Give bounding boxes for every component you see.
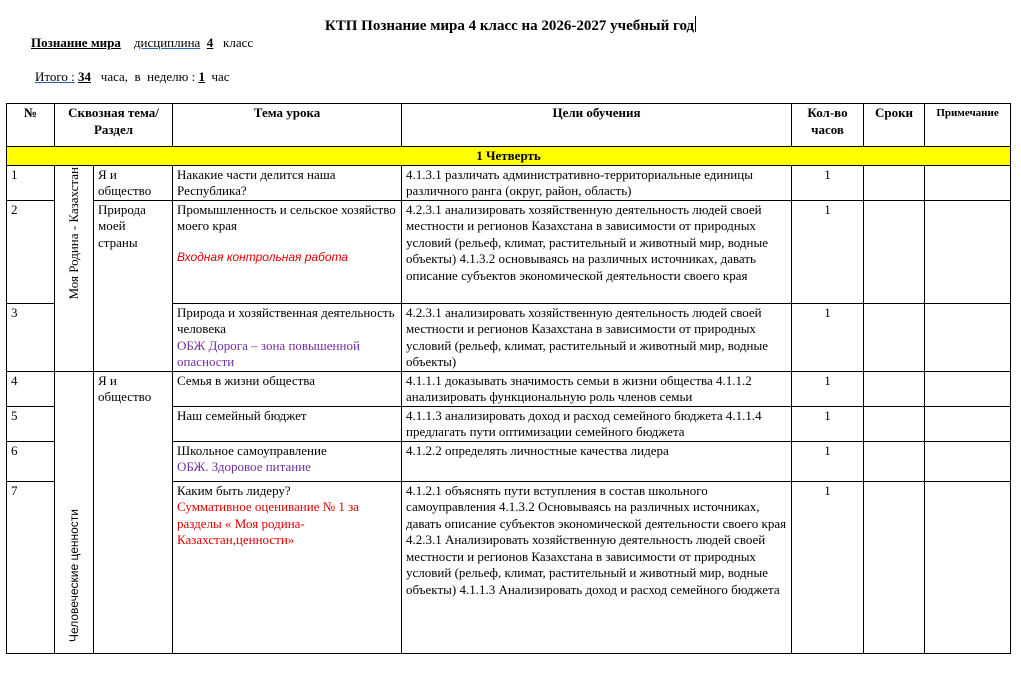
header-row bbox=[7, 104, 1011, 147]
col-header-topic: Сквозная тема/ Раздел bbox=[55, 104, 173, 147]
notes-cell[interactable] bbox=[925, 165, 1011, 200]
total-label: Итого : bbox=[35, 69, 75, 84]
document-title-text: КТП Познание мира 4 класс на 2026-2027 учебный год bbox=[324, 18, 695, 34]
goals-cell: 4.2.3.1 анализировать хозяйственную деятельность людей своей местности и регионов Казахстана в зависимости от природных условий (рельеф, климат, растительный и животный мир, водные объекты) bbox=[402, 303, 792, 371]
goals-cell: 4.1.2.1 объяснять пути вступления в состав школьного самоуправления 4.1.3.2 Основываясь на различных источниках, давать описание субъектов экономической деятельности своего края 4.2.3.1 Анализировать хозяйственную деятельность людей своей местности и регионов Казахстана в зависимости от природных условий (рельеф, климат, растительный и животный мир, водные объекты) 4.1.1.3 Анализировать доход и расход семейного бюджета bbox=[402, 481, 792, 653]
goals-cell: 4.2.3.1 анализировать хозяйственную деятельность людей своей местности и регионов Казахстана в зависимости от природных условий (рельеф, климат, растительный и животный мир, водные объекты) 4.1.3.2 основываясь на различных источниках, давать описание субъектов экономической деятельности своего края bbox=[402, 200, 792, 303]
notes-cell[interactable] bbox=[925, 371, 1011, 406]
hour-label: час bbox=[211, 69, 230, 84]
row-number: 3 bbox=[7, 303, 55, 371]
per-week-label: в неделю : bbox=[134, 69, 196, 84]
dates-cell[interactable] bbox=[864, 303, 925, 371]
lesson-cell: Наш семейный бюджет bbox=[173, 406, 402, 441]
goals-cell: 4.1.1.1 доказывать значимость семьи в жизни общества 4.1.1.2 анализировать функциональную роль членов семьи bbox=[402, 371, 792, 406]
row-number: 4 bbox=[7, 371, 55, 406]
lesson-note: Суммативное оценивание № 1 за разделы « Моя родина-Казахстан,ценности» bbox=[177, 499, 360, 547]
dates-cell[interactable] bbox=[864, 371, 925, 406]
notes-cell[interactable] bbox=[925, 481, 1011, 653]
goals-cell: 4.1.3.1 различать административно-территориальные единицы различного ранга (округ, район, область) bbox=[402, 165, 792, 200]
row-number: 7 bbox=[7, 481, 55, 653]
table-row bbox=[7, 371, 1011, 406]
lesson-cell: Накакие части делится наша Республика? bbox=[173, 165, 402, 200]
lesson-cell: Семья в жизни общества bbox=[173, 371, 402, 406]
quarter-row bbox=[7, 147, 1011, 166]
hours-cell: 1 bbox=[792, 406, 864, 441]
subsection-cell: Природа моей страны bbox=[94, 200, 173, 371]
subsection-cell: Я и общество bbox=[94, 165, 173, 200]
hours-cell: 1 bbox=[792, 200, 864, 303]
section-label: Моя Родина - Казахстан bbox=[65, 166, 81, 300]
total-hours: 34 bbox=[78, 69, 92, 84]
hours-label: часа, bbox=[100, 69, 129, 84]
quarter-label: 1 Четверть bbox=[7, 147, 1011, 166]
row-number: 5 bbox=[7, 406, 55, 441]
lesson-title: Каким быть лидеру? bbox=[177, 482, 291, 498]
hours-cell: 1 bbox=[792, 303, 864, 371]
lesson-cell bbox=[173, 303, 402, 371]
hours-cell: 1 bbox=[792, 481, 864, 653]
subsection-cell: Я и общество bbox=[94, 371, 173, 653]
hours-cell: 1 bbox=[792, 165, 864, 200]
hours-cell: 1 bbox=[792, 441, 864, 481]
section-cell bbox=[55, 371, 94, 653]
goals-cell: 4.1.2.2 определять личностные качества лидера bbox=[402, 441, 792, 481]
dates-cell[interactable] bbox=[864, 200, 925, 303]
grade-value: 4 bbox=[206, 35, 214, 50]
row-number: 2 bbox=[7, 200, 55, 303]
lesson-title: Промышленность и сельское хозяйство моего края bbox=[177, 201, 396, 233]
lesson-note: ОБЖ. Здоровое питание bbox=[177, 459, 311, 474]
col-header-lesson: Тема урока bbox=[173, 104, 402, 147]
lesson-cell bbox=[173, 200, 402, 303]
row-number: 1 bbox=[7, 165, 55, 200]
lesson-cell bbox=[173, 481, 402, 653]
text-cursor bbox=[695, 16, 696, 32]
table-row bbox=[7, 165, 1011, 200]
notes-cell[interactable] bbox=[925, 303, 1011, 371]
lesson-note: ОБЖ Дорога – зона повышенной опасности bbox=[177, 337, 360, 369]
dates-cell[interactable] bbox=[864, 165, 925, 200]
dates-cell[interactable] bbox=[864, 406, 925, 441]
goals-cell: 4.1.1.3 анализировать доход и расход семейного бюджета 4.1.1.4 предлагать пути оптимизации семейного бюджета bbox=[402, 406, 792, 441]
document-title bbox=[0, 16, 1021, 35]
col-header-notes: Примечание bbox=[925, 104, 1011, 147]
grade-label: класс bbox=[223, 35, 254, 50]
discipline-label: дисциплина bbox=[133, 35, 201, 50]
subject-line bbox=[31, 35, 253, 51]
hours-cell: 1 bbox=[792, 371, 864, 406]
col-header-dates: Сроки bbox=[864, 104, 925, 147]
section-label: Человеческие ценности bbox=[66, 508, 81, 642]
lesson-cell bbox=[173, 441, 402, 481]
col-header-num: № bbox=[7, 104, 55, 147]
hours-line bbox=[35, 69, 230, 85]
notes-cell[interactable] bbox=[925, 406, 1011, 441]
lesson-title: Природа и хозяйственная деятельность человека bbox=[177, 304, 395, 336]
row-number: 6 bbox=[7, 441, 55, 481]
section-cell bbox=[55, 165, 94, 371]
dates-cell[interactable] bbox=[864, 481, 925, 653]
notes-cell[interactable] bbox=[925, 200, 1011, 303]
ktp-table bbox=[6, 103, 1011, 654]
col-header-goals: Цели обучения bbox=[402, 104, 792, 147]
table-row bbox=[7, 200, 1011, 303]
col-header-hours: Кол-во часов bbox=[792, 104, 864, 147]
lesson-title: Школьное самоуправление bbox=[177, 442, 327, 458]
per-week-value: 1 bbox=[198, 69, 205, 84]
subject-name: Познание мира bbox=[31, 35, 121, 50]
lesson-note: Входная контрольная работа bbox=[177, 249, 349, 264]
dates-cell[interactable] bbox=[864, 441, 925, 481]
notes-cell[interactable] bbox=[925, 441, 1011, 481]
